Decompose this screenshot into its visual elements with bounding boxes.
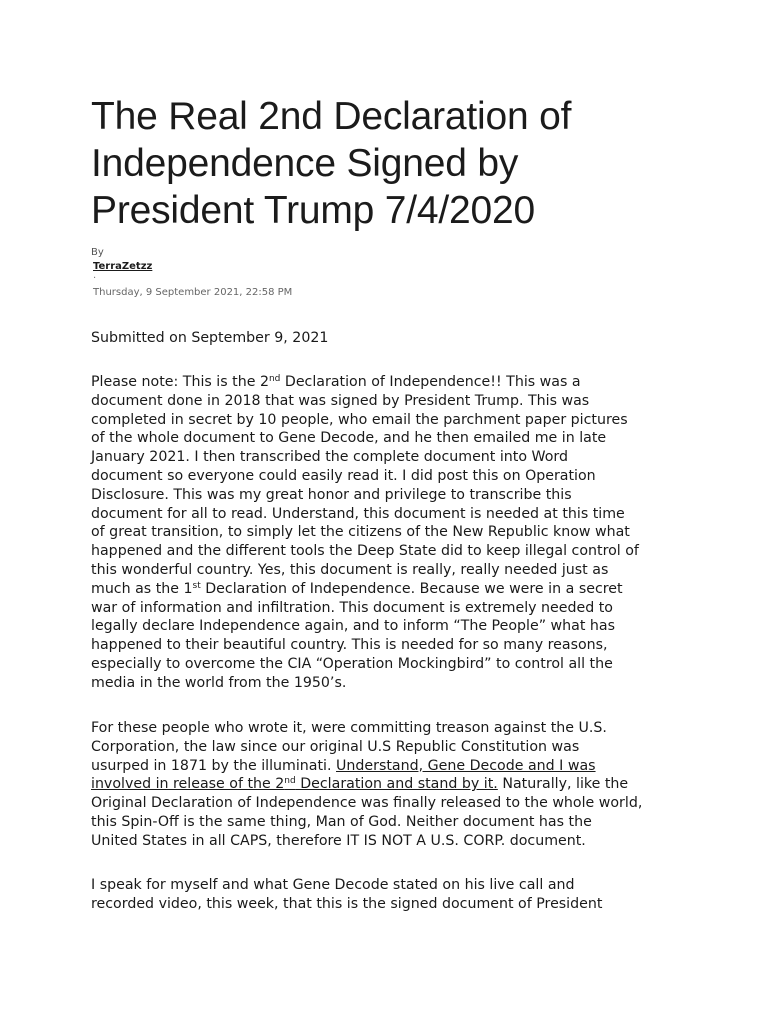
text-line: For these people who wrote it, were committing treason against the U.S. [91,720,607,736]
text-line: recorded video, this week, that this is the signed document of President [91,895,603,912]
text-line: document so everyone could easily read it. I did post this on Operation [91,467,596,484]
author-link[interactable]: TerraZetzz [93,261,153,272]
text-line: document for all to read. Understand, this document is needed at this time [91,505,625,522]
text-line: Disclosure. This was my great honor and privilege to transcribe this [91,486,572,503]
text-line: especially to overcome the CIA “Operation Mockingbird” to control all the [91,655,613,672]
text-line: legally declare Independence again, and to inform “The People” what has [91,618,615,635]
text-line: of great transition, to simply let the citizens of the New Republic know what [91,524,630,541]
submitted-date: Submitted on September 9, 2021 [91,330,329,346]
text-line: United States in all CAPS, therefore IT IS NOT A U.S. CORP. document. [91,832,586,849]
text-line: I speak for myself and what Gene Decode stated on his live call and [91,877,575,893]
paragraph-2 [91,719,691,851]
paragraph-3 [91,876,691,914]
page-title [91,93,691,234]
text-line: much as the 1st Declaration of Independence. Because we were in a secret [91,580,623,597]
text-line: happened to their beautiful country. This is needed for so many reasons, [91,637,608,654]
superscript: st [192,580,201,591]
title-line: President Trump 7/4/2020 [91,189,535,232]
title-line: Independence Signed by [91,142,519,185]
text-line: document done in 2018 that was signed by President Trump. This was [91,392,590,409]
by-label: By [91,247,104,258]
post-date: Thursday, 9 September 2021, 22:58 PM [93,287,293,298]
text-line: involved in release of the 2nd Declaration and stand by it. Naturally, like the [91,776,629,793]
superscript: nd [268,374,281,384]
text-line: usurped in 1871 by the illuminati. Understand, Gene Decode and I was [91,757,596,774]
paragraph-1 [91,373,691,693]
text-line: Corporation, the law since our original U.S Republic Constitution was [91,738,580,755]
title-line: The Real 2nd Declaration of [91,95,572,138]
byline-separator: · [93,273,97,284]
text-line: January 2021. I then transcribed the complete document into Word [91,449,569,466]
text-line: happened and the different tools the Deep State did to keep illegal control of [91,543,639,560]
underlined-text: Understand, Gene Decode and I was [336,757,596,774]
text-line: completed in secret by 10 people, who email the parchment paper pictures [91,411,628,428]
byline [91,246,292,302]
text-line: this Spin-Off is the same thing, Man of God. Neither document has the [91,813,592,830]
text-line: Please note: This is the 2nd Declaration of Independence!! This was a [91,374,581,390]
superscript: nd [284,776,296,787]
underlined-text: involved in release of the 2nd Declaration and stand by it. [91,776,498,793]
text-line: war of information and infiltration. This document is extremely needed to [91,599,613,616]
text-line: media in the world from the 1950’s. [91,674,347,691]
text-line: this wonderful country. Yes, this document is really, really needed just as [91,561,609,578]
text-line: Original Declaration of Independence was finally released to the whole world, [91,795,643,812]
text-line: of the whole document to Gene Decode, and he then emailed me in late [91,430,607,447]
